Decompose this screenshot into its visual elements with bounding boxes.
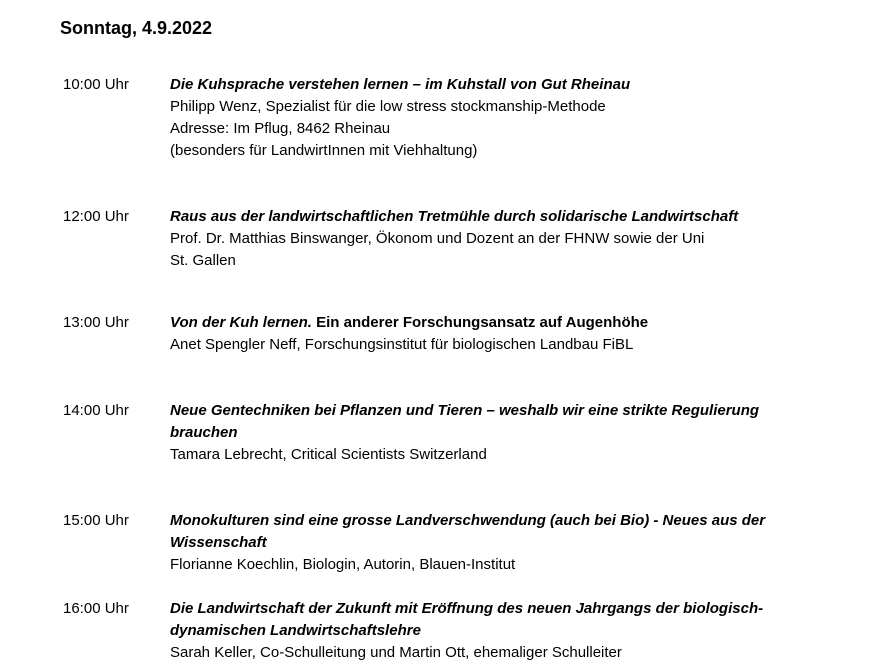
entry-body: [170, 206, 800, 272]
entry-speaker: Tamara Lebrecht, Critical Scientists Switzerland: [170, 446, 487, 463]
entry-time: 16:00 Uhr: [63, 600, 129, 617]
entry-time: 13:00 Uhr: [63, 314, 129, 331]
day-heading: Sonntag, 4.9.2022: [60, 18, 213, 38]
entry-speaker: Florianne Koechlin, Biologin, Autorin, Blauen-Institut: [170, 556, 516, 573]
entry-title-line-2: brauchen: [170, 424, 238, 441]
entry-body: [170, 312, 800, 356]
entry-note: (besonders für LandwirtInnen mit Viehhaltung): [170, 142, 478, 159]
entry-title-line-1: Die Landwirtschaft der Zukunft mit Eröffnung des neuen Jahrgangs der biologisch-: [170, 600, 764, 617]
entry-speaker: Sarah Keller, Co-Schulleitung und Martin Ott, ehemaliger Schulleiter: [170, 644, 622, 661]
entry-title-line-2: Wissenschaft: [170, 534, 267, 551]
entry-time: 10:00 Uhr: [63, 76, 129, 93]
entry-time: 12:00 Uhr: [63, 208, 129, 225]
entry-title-italic: Von der Kuh lernen.: [170, 314, 312, 331]
entry-body: [170, 400, 800, 466]
entry-body: [170, 74, 800, 162]
entry-speaker-cont: St. Gallen: [170, 252, 236, 269]
entry-speaker: Prof. Dr. Matthias Binswanger, Ökonom und Dozent an der FHNW sowie der Uni: [170, 230, 705, 247]
entry-address: Adresse: Im Pflug, 8462 Rheinau: [170, 120, 391, 137]
entry-body: [170, 510, 800, 576]
entry-time: 15:00 Uhr: [63, 512, 129, 529]
entry-title: Raus aus der landwirtschaftlichen Tretmühle durch solidarische Landwirtschaft: [170, 208, 739, 225]
entry-speaker: Philipp Wenz, Spezialist für die low stress stockmanship-Methode: [170, 98, 606, 115]
entry-speaker: Anet Spengler Neff, Forschungsinstitut für biologischen Landbau FiBL: [170, 336, 634, 353]
entry-time: 14:00 Uhr: [63, 402, 129, 419]
entry-title-line-1: Monokulturen sind eine grosse Landverschwendung (auch bei Bio) - Neues aus der: [170, 512, 766, 529]
entry-title: [170, 312, 800, 334]
entry-body: [170, 598, 800, 664]
entry-title-line-2: dynamischen Landwirtschaftslehre: [170, 622, 421, 639]
entry-title-rest: Ein anderer Forschungsansatz auf Augenhöhe: [311, 314, 649, 331]
entry-title-line-1: Neue Gentechniken bei Pflanzen und Tieren – weshalb wir eine strikte Regulierung: [170, 402, 760, 419]
entry-title: Die Kuhsprache verstehen lernen – im Kuhstall von Gut Rheinau: [170, 76, 631, 93]
